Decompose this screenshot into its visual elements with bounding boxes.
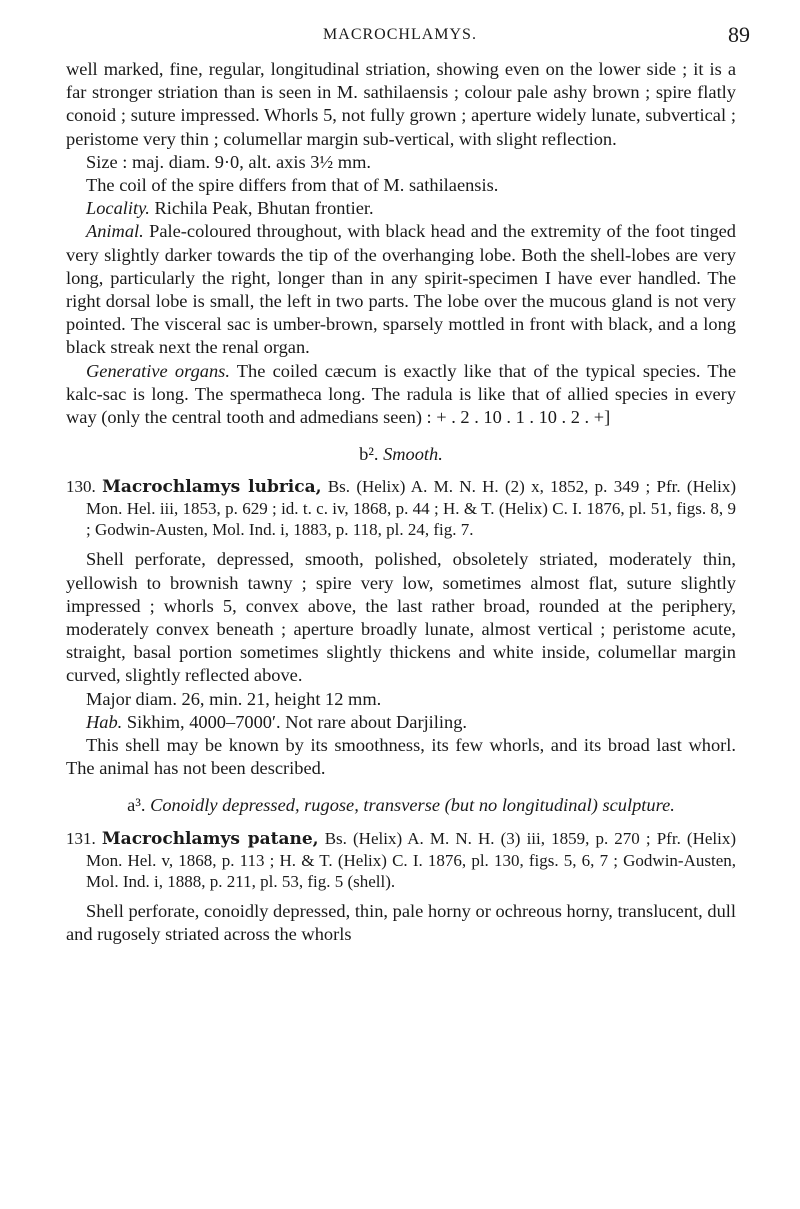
- locality-text: Richila Peak, Bhutan frontier.: [149, 198, 374, 219]
- section-heading-a3: [66, 794, 736, 817]
- species-entry-131: [66, 828, 736, 946]
- animal-text: Pale-coloured throughout, with black head and the extremity of the foot tinged very slightly darker towards the tip of the overhanging lobe. Both the shell-lobes are very long, particularly the right, longer than in any spirit-specimen I have ever handled. The right dorsal lobe is small, the left in two parts. The lobe over the mucous gland is not very pointed. The visceral sac is umber-brown, sparsely mottled in front with black, and a long black streak next the renal organ.: [66, 221, 736, 358]
- references: Bs. (Helix) A. M. N. H. (2) x, 1852, p. 349 ; Pfr. (Helix) Mon. Hel. iii, 1853, p. 629 ; id. t. c. iv, 1868, p. 44 ; H. & T. (Helix) C. I. 1876, pl. 51, figs. 8, 9 ; Godwin-Austen, Mol. Ind. i, 1883, p. 118, pl. 24, fig. 7.: [86, 477, 737, 540]
- size-line: Major diam. 26, min. 21, height 12 mm.: [86, 688, 382, 709]
- locality-label: Locality.: [86, 198, 150, 219]
- section-label: b².: [359, 444, 379, 465]
- animal-label: Animal.: [86, 221, 144, 242]
- references: Bs. (Helix) A. M. N. H. (3) iii, 1859, p. 270 ; Pfr. (Helix) Mon. Hel. v, 1868, p. 113 ; H. & T. (Helix) C. I. 1876, pl. 130, figs. 5, 6, 7 ; Godwin-Austen, Mol. Ind. i, 1888, p. 211, pl. 53, fig. 5 (shell).: [86, 828, 737, 891]
- shell-description: Shell perforate, conoidly depressed, thin, pale horny or ochreous horny, translucent, dull and rugosely striated across the whorls: [66, 900, 736, 944]
- entry-number: 130.: [66, 477, 96, 497]
- habitat-text: Sikhim, 4000–7000′. Not rare about Darjiling.: [122, 711, 467, 732]
- shell-description: Shell perforate, depressed, smooth, polished, obsoletely striated, moderately thin, yellowish to brownish tawny ; spire very low, sometimes almost flat, suture slightly impressed ; whorls 5, convex above, the last rather broad, rounded at the periphery, moderately convex beneath ; aperture broadly lunate, almost vertical ; peristome acute, straight, basal portion sometimes slightly thickens and white inside, columellar margin curved, slightly reflected above.: [66, 549, 736, 686]
- generative-text: The coiled cæcum is exactly like that of the typical species. The kalc-sac is long. The spermatheca long. The radula is like that of allied species in every way (only the central tooth and admedians seen) : + . 2 . 10 . 1 . 10 . 2 . +]: [66, 360, 736, 428]
- species-name: Macrochlamys lubrica,: [102, 477, 322, 498]
- animal-paragraph: [66, 220, 736, 359]
- species-entry-130: [66, 476, 736, 780]
- section-heading-b2: [66, 443, 736, 466]
- section-label: a³.: [127, 795, 146, 816]
- coil-line: The coil of the spire differs from that of M. sathilaensis.: [86, 175, 499, 196]
- habitat-line: [66, 711, 736, 734]
- body-text: [66, 58, 736, 946]
- page-header: [0, 22, 800, 56]
- entry-heading: [66, 828, 736, 892]
- continuation-paragraph: well marked, fine, regular, longitudinal striation, showing even on the lower side ; it is a far stronger striation than is seen in M. sathilaensis ; colour pale ashy brown ; spire flatly conoid ; suture impressed. Whorls 5, not fully grown ; aperture widely lunate, subvertical ; peristome very thin ; columellar margin sub-vertical, with slight reflection.: [66, 59, 736, 149]
- habitat-label: Hab.: [86, 711, 123, 732]
- entry-number: 131.: [66, 828, 96, 848]
- entry-heading: [66, 476, 736, 540]
- locality-paragraph: [66, 197, 736, 220]
- running-title: MACROCHLAMYS.: [323, 26, 477, 43]
- section-title: Smooth.: [383, 444, 443, 465]
- generative-label: Generative organs.: [86, 360, 230, 381]
- species-name: Macrochlamys patane,: [101, 828, 319, 849]
- note-paragraph: This shell may be known by its smoothness, its few whorls, and its broad last whorl. The animal has not been described.: [66, 735, 736, 779]
- size-line: Size : maj. diam. 9·0, alt. axis 3½ mm.: [86, 151, 372, 172]
- generative-paragraph: [66, 360, 736, 430]
- page-number: 89: [728, 22, 750, 47]
- section-title: Conoidly depressed, rugose, transverse (but no longitudinal) sculpture.: [150, 795, 675, 816]
